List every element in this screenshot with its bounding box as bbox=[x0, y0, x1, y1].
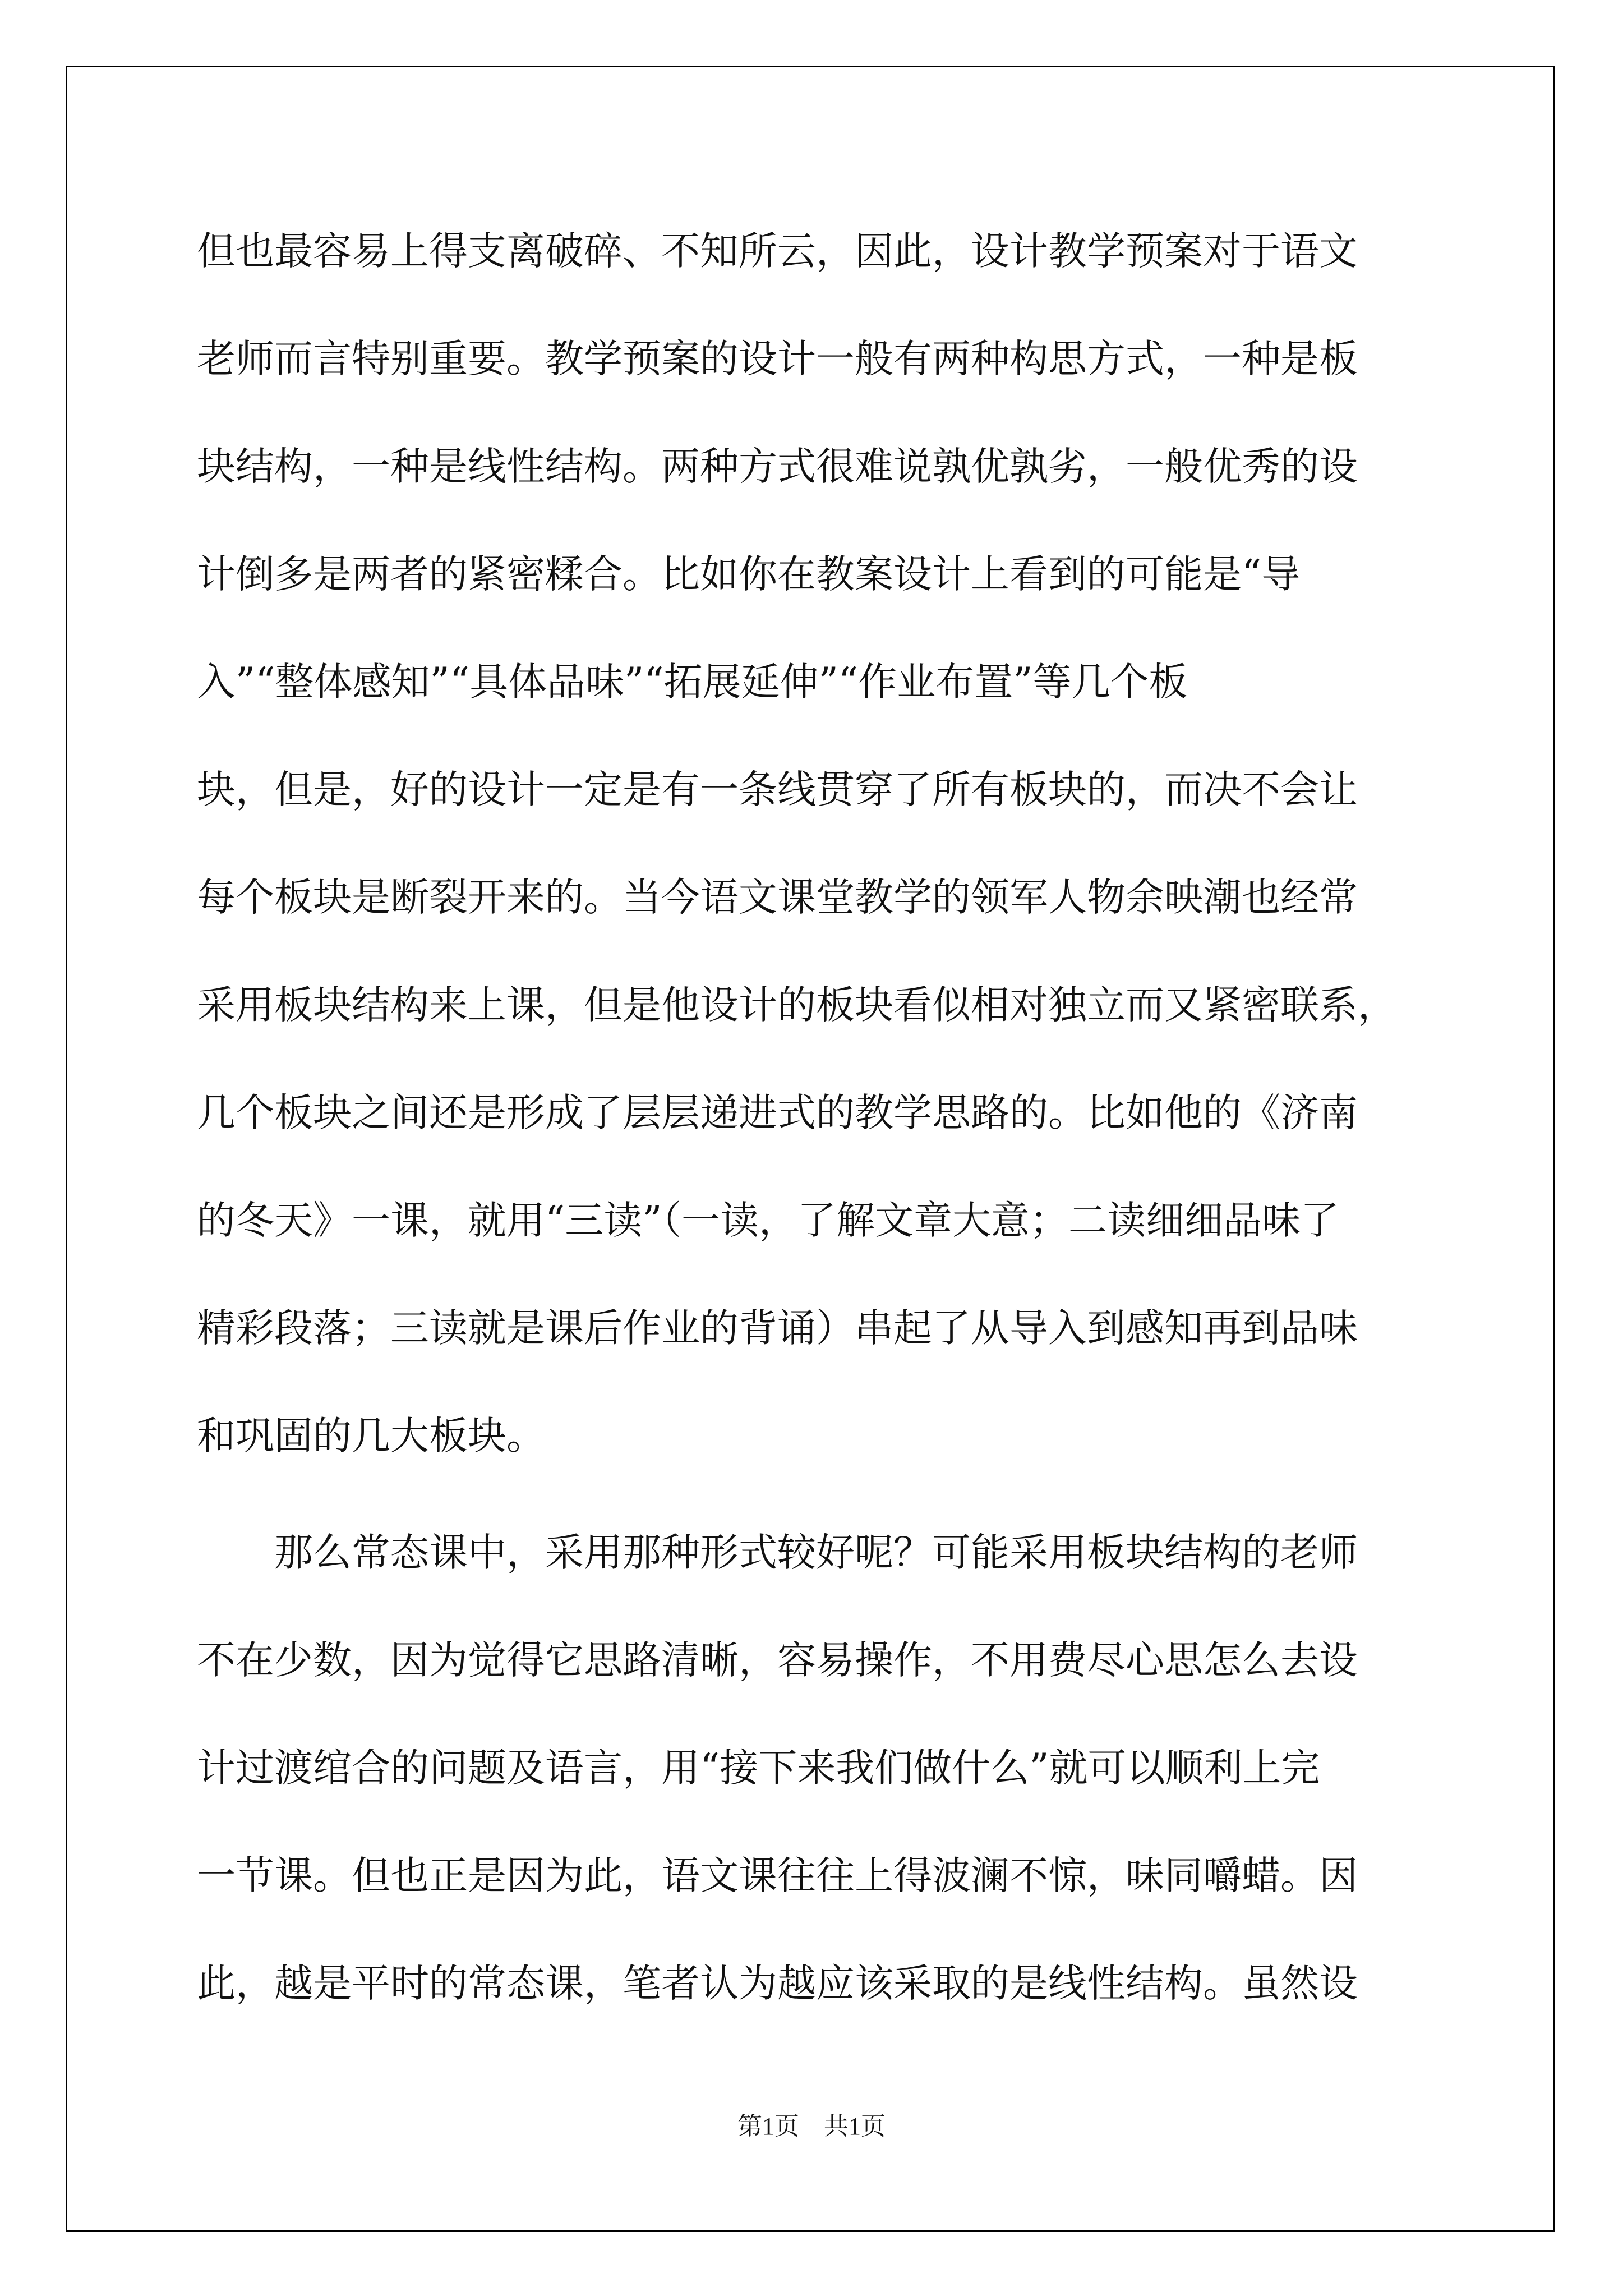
text-line: 块，但是，好的设计一定是有一条线贯穿了所有板块的，而决不会让 bbox=[197, 767, 1358, 812]
text-line: 每个板块是断裂开来的。当今语文课堂教学的领军人物余映潮也经常 bbox=[197, 875, 1358, 920]
text-line: 但也最容易上得支离破碎、不知所云，因此，设计教学预案对于语文 bbox=[197, 229, 1358, 274]
page-number-footer: 第1页 共1页 bbox=[737, 2113, 886, 2140]
text-line: 采用板块结构来上课，但是他设计的板块看似相对独立而又紧密联系， bbox=[197, 983, 1396, 1028]
text-line: 入”“整体感知”“具体品味”“拓展延伸”“作业布置”等几个板 bbox=[197, 660, 1188, 705]
text-line: 一节课。但也正是因为此，语文课往往上得波澜不惊，味同嚼蜡。因 bbox=[197, 1853, 1358, 1898]
text-line: 几个板块之间还是形成了层层递进式的教学思路的。比如他的《济南 bbox=[197, 1091, 1358, 1135]
text-line: 计过渡绾合的问题及语言，用“接下来我们做什么”就可以顺利上完 bbox=[197, 1746, 1320, 1791]
text-line: 和巩固的几大板块。 bbox=[197, 1414, 545, 1458]
text-line: 不在少数，因为觉得它思路清晰，容易操作，不用费尽心思怎么去设 bbox=[197, 1638, 1358, 1683]
text-line: 计倒多是两者的紧密糅合。比如你在教案设计上看到的可能是“导 bbox=[197, 552, 1301, 597]
text-line: 精彩段落；三读就是课后作业的背诵）串起了从导入到感知再到品味 bbox=[197, 1306, 1358, 1351]
text-line: 的冬天》一课，就用“三读”（一读，了解文章大意；二读细细品味了 bbox=[197, 1198, 1340, 1243]
page-border bbox=[66, 66, 1555, 2232]
text-line: 那么常态课中，采用那种形式较好呢？可能采用板块结构的老师 bbox=[197, 1530, 1358, 1575]
text-line: 块结构，一种是线性结构。两种方式很难说孰优孰劣，一般优秀的设 bbox=[197, 444, 1358, 489]
text-line: 此，越是平时的常态课，笔者认为越应该采取的是线性结构。虽然设 bbox=[197, 1961, 1358, 2006]
text-line: 老师而言特别重要。教学预案的设计一般有两种构思方式，一种是板 bbox=[197, 337, 1358, 381]
